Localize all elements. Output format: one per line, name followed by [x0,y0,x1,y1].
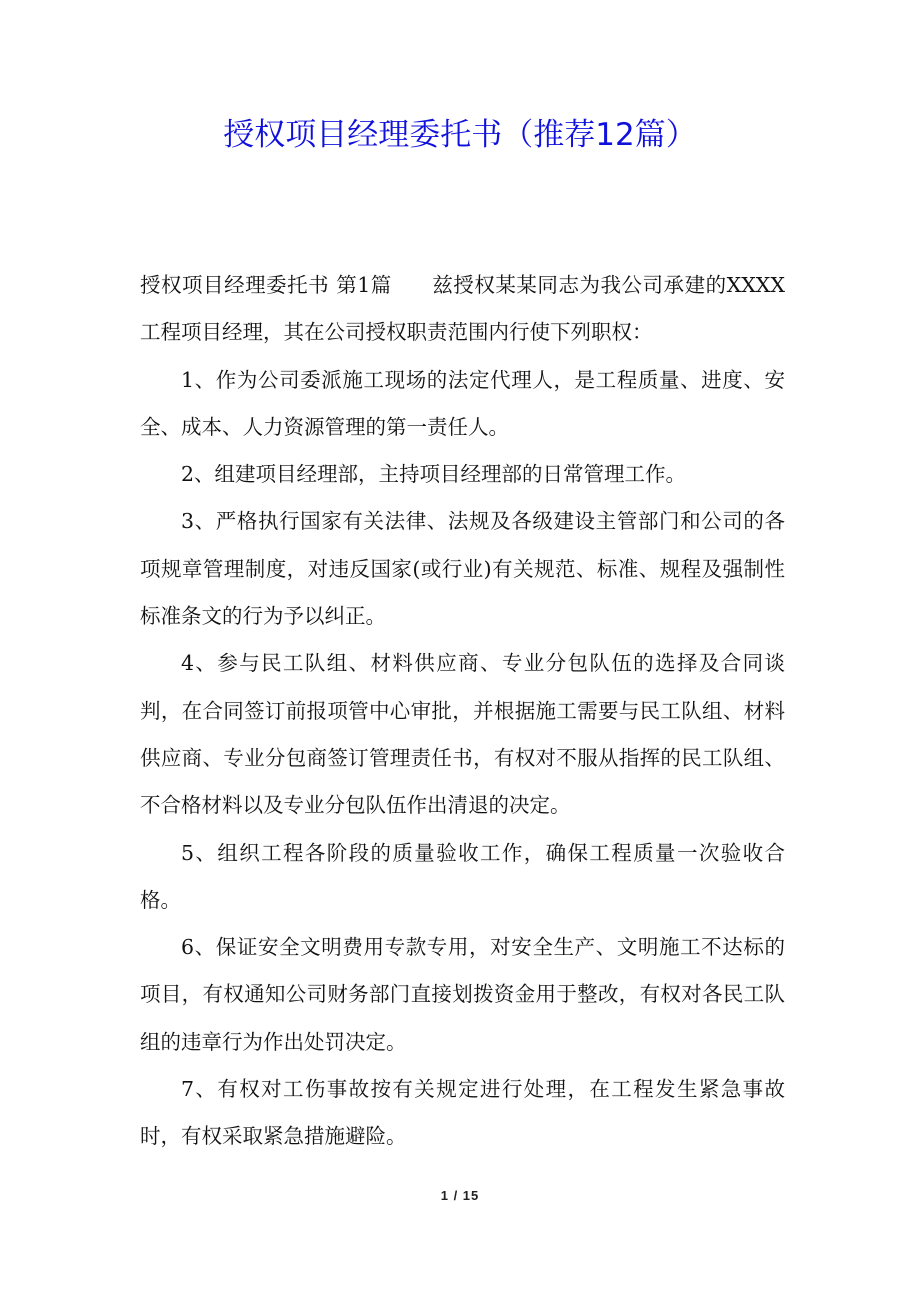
item-paragraph-4: 4、参与民工队组、材料供应商、专业分包队伍的选择及合同谈判，在合同签订前报项管中心审批，并根据施工需要与民工队组、材料供应商、专业分包商签订管理责任书，有权对不服从指挥的民工队组、不合格材料以及专业分包队伍作出清退的决定。 [140,651,785,818]
document-title: 授权项目经理委托书（推荐12篇） [223,117,697,153]
document-body [140,262,785,1161]
item-paragraph-5: 5、组织工程各阶段的质量验收工作，确保工程质量一次验收合格。 [140,840,785,912]
item-paragraph-1: 1、作为公司委派施工现场的法定代理人，是工程质量、进度、安全、成本、人力资源管理的第一责任人。 [140,367,785,439]
item-paragraph-3: 3、严格执行国家有关法律、法规及各级建设主管部门和公司的各项规章管理制度，对违反国家(或行业)有关规范、标准、规程及强制性标准条文的行为予以纠正。 [140,509,785,629]
item-paragraph-2: 2、组建项目经理部，主持项目经理部的日常管理工作。 [181,462,687,487]
item-paragraph-6: 6、保证安全文明费用专款专用，对安全生产、文明施工不达标的项目，有权通知公司财务部门直接划拨资金用于整改，有权对各民工队组的违章行为作出处罚决定。 [140,935,785,1054]
intro-paragraph [140,262,785,357]
item-paragraph-7: 7、有权对工伤事故按有关规定进行处理，在工程发生紧急事故时，有权采取紧急措施避险。 [140,1077,785,1149]
intro-heading: 授权项目经理委托书 第1篇 [140,273,392,297]
intro-text: 兹授权某某同志为我公司承建的XXXX工程项目经理，其在公司授权职责范围内行使下列职权： [140,273,785,345]
page-number: 1 / 15 [440,1188,480,1203]
